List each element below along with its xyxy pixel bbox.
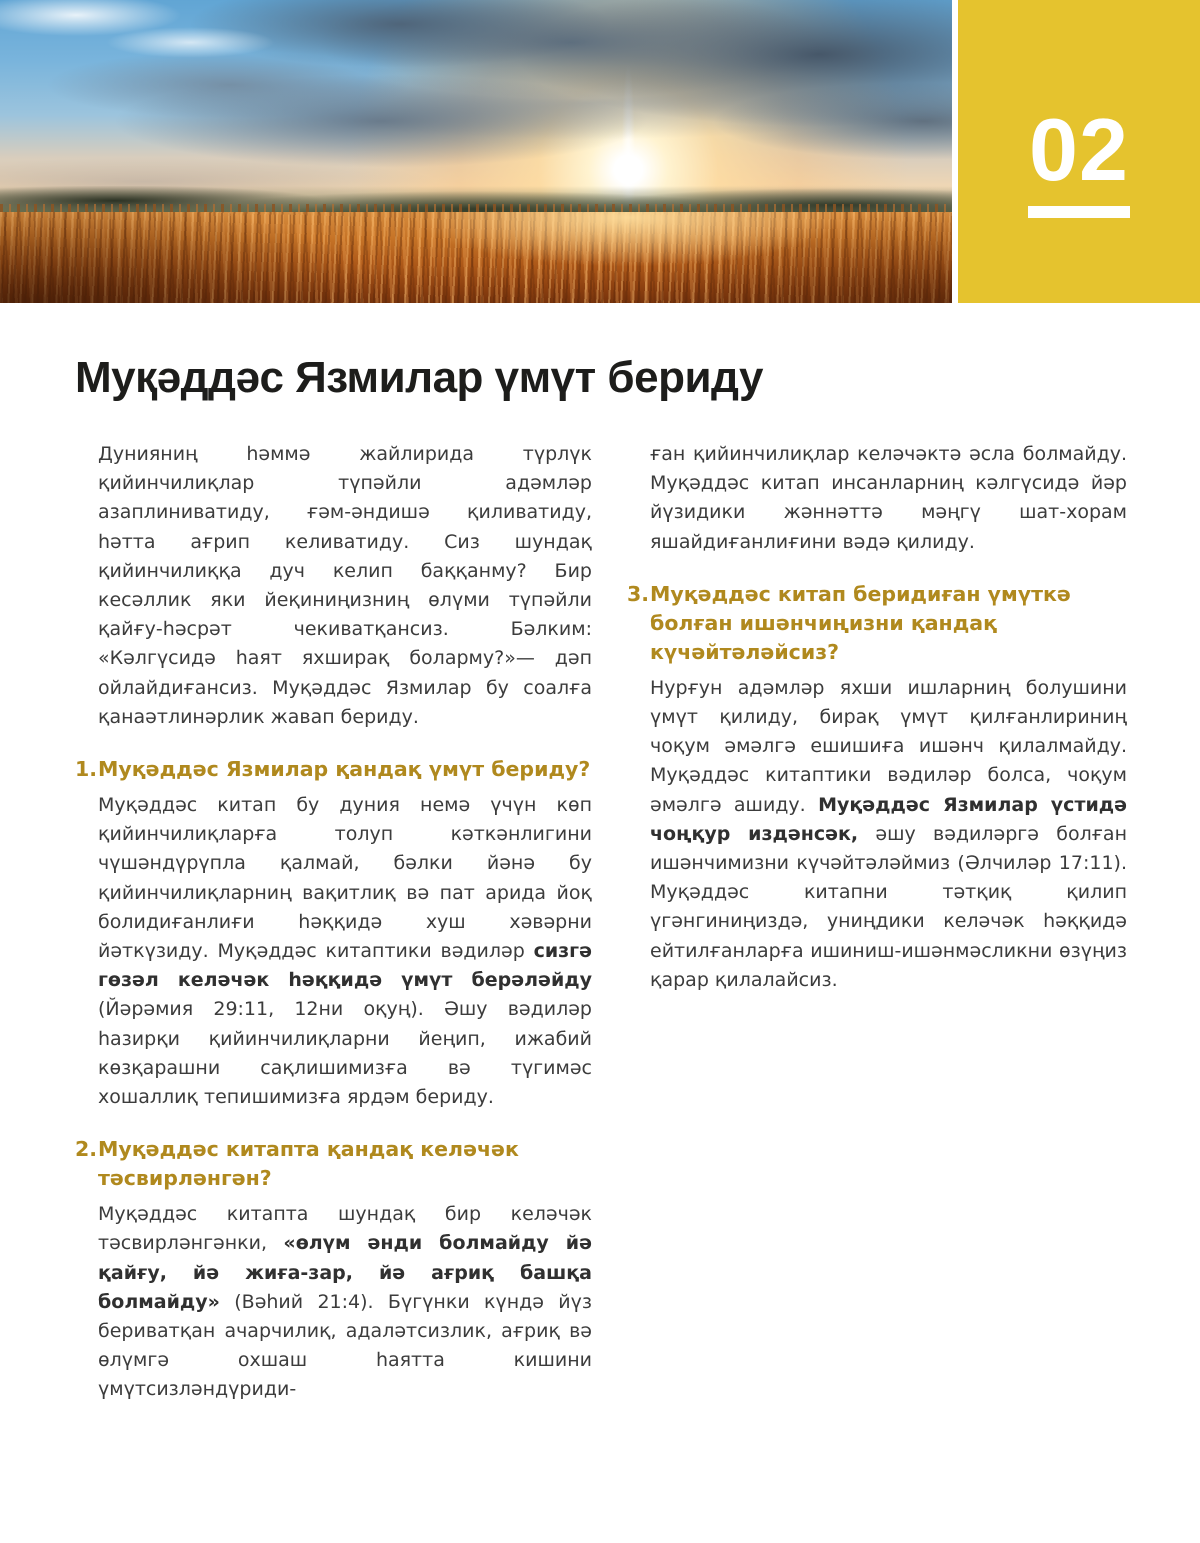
question-1-heading xyxy=(75,755,592,784)
question-2-heading xyxy=(75,1135,592,1193)
page-header xyxy=(0,0,1200,303)
question-2-number: 2. xyxy=(75,1137,98,1162)
article-body xyxy=(0,404,1200,1405)
question-3 xyxy=(627,580,1127,995)
lesson-number: 02 xyxy=(1029,99,1129,199)
photo-wheat-field xyxy=(0,212,952,303)
question-1 xyxy=(75,755,592,1112)
lesson-number-badge xyxy=(958,0,1200,303)
question-2-title: Муқәддәс китапта қандақ келәчәк тәсвирләнгән? xyxy=(98,1137,519,1191)
question-1-number: 1. xyxy=(75,757,98,782)
question-1-paragraph: Муқәддәс китап бу дуния немә үчүн көп қийинчилиқларға толуп кәткәнлигини чүшәндүрүпла қалмай, бәлки йәнә бу қийинчилиқларниң вақитлиқ вә пат арида йоқ болидиғанлиғи һәққидә хуш хәвәрни йәткүзиду. Муқәддәс китаптики вәдиләр сизгә гөзәл келәчәк һәққидә үмүт берәләйду (Йәрәмия 29:11, 12ни оқуң). Әшу вәдиләр һазирқи қийинчилиқларни йеңип, ижабий көзқарашни сақлишимизға вә түгимәс хошаллиқ тепишимизға ярдәм бериду. xyxy=(98,794,592,1109)
intro-paragraph: Дунияниң һәммә жайлирида түрлүк қийинчилиқлар түпәйли адәмләр азаплиниватиду, ғәм-әндишә қиливатиду, һәтта ағрип келиватиду. Сиз шундақ қийинчилиққа дуч келип баққанму? Бир кесәллик яки йеқиниңизниң өлүми түпәйли қайғу-һәсрәт чекиватқансиз. Бәлким: «Кәлгүсидә һаят яхширақ боларму?»— дәп ойлайдиғансиз. Муқәддәс Язмилар бу соалға қанаәтлинәрлик жавап бериду. xyxy=(98,443,592,728)
lesson-number-group xyxy=(1028,99,1130,218)
question-2-paragraph-continued: ған қийинчилиқлар келәчәктә әсла болмайду. Муқәддәс китап инсанларниң кәлгүсидә йәр йүзидики жәннәттә мәңгү шат-хорам яшайдиғанлиғини вәдә қилиду. xyxy=(650,443,1127,553)
question-2 xyxy=(75,1135,592,1404)
lesson-number-underline xyxy=(1028,206,1130,218)
question-3-heading xyxy=(627,580,1127,667)
question-3-title: Муқәддәс китап беридиған үмүткә болған ишәнчиңизни қандақ күчәйтәләйсиз? xyxy=(650,581,1071,664)
question-2-paragraph: Муқәддәс китапта шундақ бир келәчәк тәсвирләнгәнки, «өлүм әнди болмайду йә қайғу, йә жиға-зар, йә ағриқ башқа болмайду» (Вәһий 21:4). Бүгүнки күндә йүз бериватқан ачарчилиқ, адаләтсизлик, ағриқ вә өлүмгә охшаш һаятта кишини үмүтсизләндүриди- xyxy=(98,1203,592,1401)
left-column xyxy=(75,440,592,1405)
page-title: Муқәддәс Язмилар үмүт бериду xyxy=(75,353,763,402)
header-photo-wheat-field-sunset xyxy=(0,0,952,303)
question-3-number: 3. xyxy=(627,581,650,606)
question-1-title: Муқәддәс Язмилар қандақ үмүт бериду? xyxy=(98,757,591,782)
right-column xyxy=(627,440,1127,1405)
question-3-paragraph: Нурғун адәмләр яхши ишларниң болушини үмүт қилиду, бирақ үмүт қилғанлириниң чоқум әмәлгә ешишиға ишәнч қилалмайду. Муқәддәс китаптики вәдиләр болса, чоқум әмәлгә ашиду. Муқәддәс Язмилар үстидә чоңқур издәнсәк, әшу вәдиләргә болған ишәнчимизни күчәйтәләймиз (Әлчиләр 17:11). Муқәддәс китапни тәтқиқ қилип үгәнгиниңиздә, униңдики келәчәк һәққидә ейтилғанларға ишиниш-ишәнмәсликни өзүңиз қарар қилалайсиз. xyxy=(650,676,1128,991)
